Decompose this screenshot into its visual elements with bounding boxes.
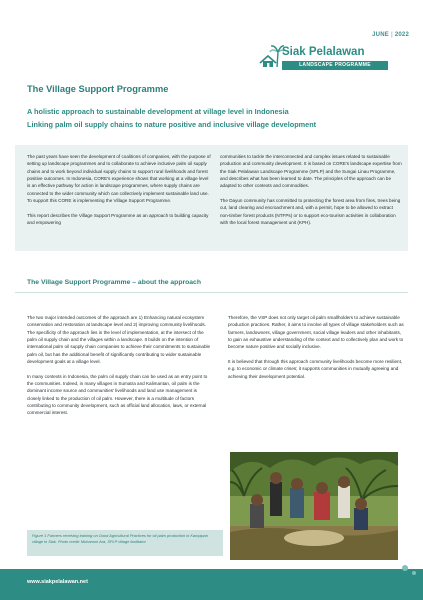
website-link[interactable]: www.siakpelalawan.net [27,579,88,585]
intro-paragraph: The Dayun community has committed to protecting the forest area from fires, trees being cut, land clearing and encroachment and, with a permit, hope to be allowed to extract non-timber forest products (NTFPs) or to support eco-tourism activities in collaboration with the local forest management unit (KPH). [220,198,401,226]
page-title: The Village Support Programme [27,84,169,94]
section-right-column [228,314,405,380]
programme-logo [258,43,408,75]
intro-paragraph: communities to tackle the interconnected and complex issues related to sustainable production and community development. It is based on CORE's landscape expertise from the Siak Pelalawan Landscape Programme (SPLP) and the Sungai Linau Programme, and describes what has been learned to date. The principles of the approach can be adapted to other contexts and commodities. [220,154,402,189]
figure-caption: Figure 1 Farmers receiving training on Good Agricultural Practices for oil palm production in Kampipan village in Siak. Photo credit: Muharomi Ara, SPLP village facilitator [27,530,223,556]
section-divider [15,292,408,293]
section-heading: The Village Support Programme – about the approach [27,279,201,286]
house-palm-logo-icon [258,43,284,69]
logo-band: LANDSCAPE PROGRAMME [282,61,388,70]
logo-name: Siak Pelalawan [282,46,365,58]
section-left-column [27,314,212,417]
subtitle-line-2: Linking palm oil supply chains to nature positive and inclusive village development [27,119,317,129]
body-paragraph: In many contexts in Indonesia, the palm oil supply chain can be used as an entry point to the communities. Indeed, in many villages in Sumatra and Kalimantan, oil palm is the dominant income source and communities' livelihoods and land use management is closely linked to the production of oil palm. However, there is a multitude of factors contributing to community development, such as official land allocation, laws, or external commercial interest. [27,373,208,416]
subtitle-line-1: A holistic approach to sustainable development at village level in Indonesia [27,107,289,116]
issue-date [372,32,409,38]
intro-paragraph: This report describes the Village Support Programme as an approach to building capacity and empowering [27,212,209,226]
farmers-training-photo [230,452,398,560]
date-separator: | [390,32,393,38]
body-paragraph: It is believed that through this approach community livelihoods become more resilient, e.g. to economic or climate crises; it supports communities in mutually agreeing and achieving their development potential. [228,359,403,379]
decorative-dot-icon [412,571,416,575]
issue-year: 2022 [394,32,409,38]
intro-left-column [27,153,211,226]
body-paragraph: Therefore, the VSP does not only target oil palm smallholders to achieve sustainable production practices. Rather, it aims to involve all types of village stakeholders such as farmers, landowners, village government, social village leaders and other inhabitants, to gain an exhaustive understanding of the context and to collectively plan and work to become nature positive and socially inclusive. [228,315,404,350]
issue-month: JUNE [372,32,389,38]
body-paragraph: The two major intended outcomes of the approach are 1) Enhancing natural ecosystem conservation and restoration at landscape level and 2) improving community livelihoods. The specificity of the approach lies in the level of implementation, at the intersect of the palm oil supply chain and the villages within a landscape. It builds on the intention of international palm oil supply chain companies to achieve their commitments to sustainable palm oil, but has the additional benefit of significantly contributing to wider sustainable development goals at a village level. [27,315,211,365]
page-subtitle [27,106,407,131]
intro-right-column [220,153,402,226]
page-footer [0,569,423,600]
page-header [0,0,423,78]
decorative-dot-icon [402,565,408,571]
intro-paragraph: The past years have seen the development of coalitions of companies, with the purpose of setting up landscape programmes and to collaborate to achieve inclusive palm oil supply chains and to work beyond individual supply chains to support rural livelihoods and forest positive outcomes. In Indonesia, CORE's experience shows that working at a village level is an effective pathway for action in landscape programmes, where supply chains are connected to the wider community which can collectively implement sustainable land use. To support this CORE is implementing the Village Support Programme. [27,154,211,204]
